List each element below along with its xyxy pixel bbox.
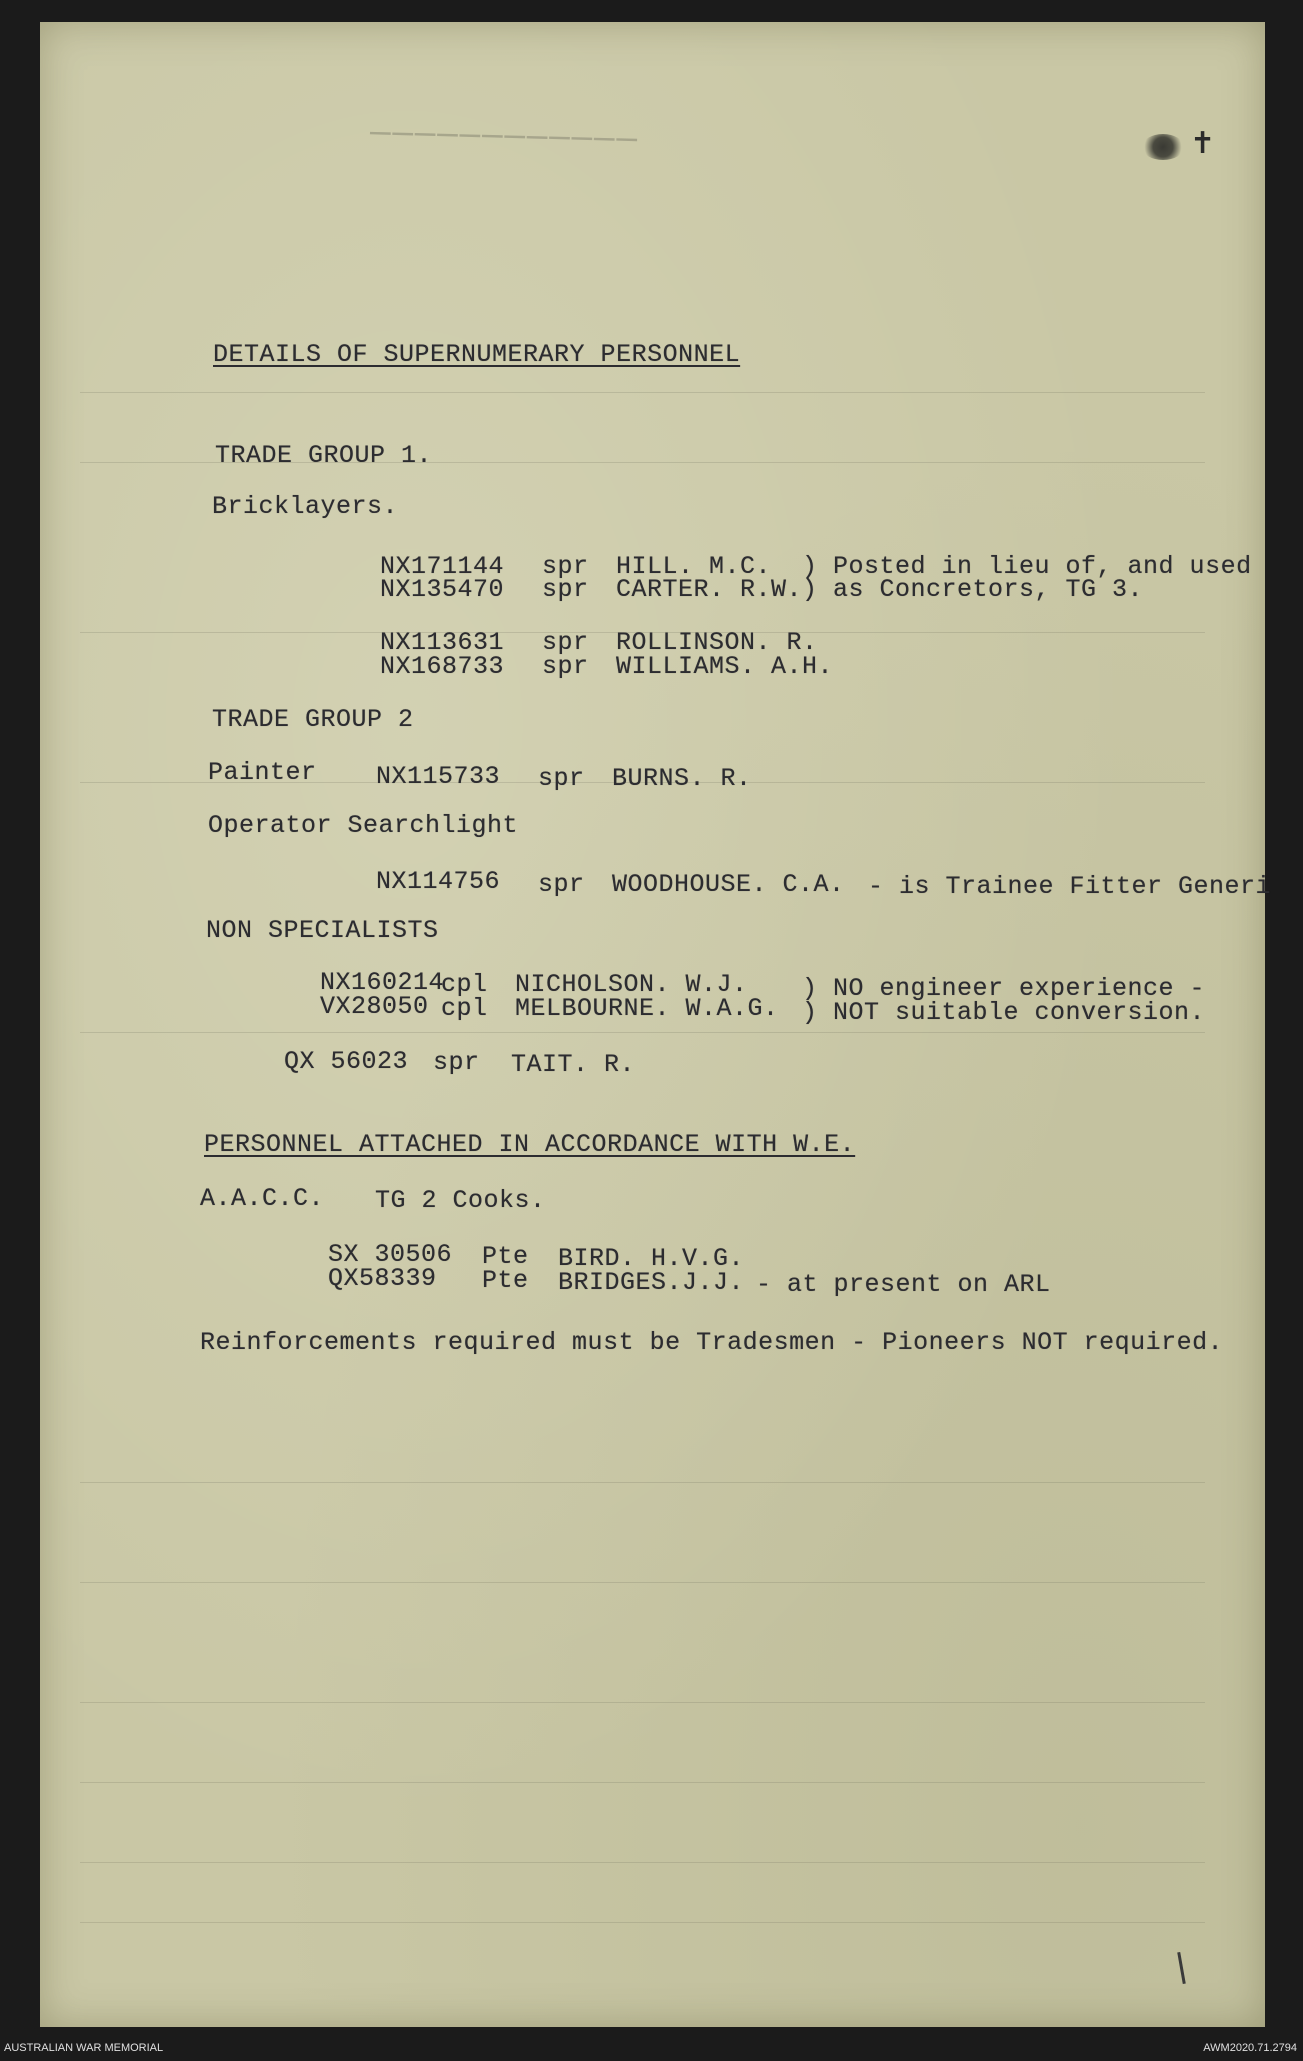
person-name: BRIDGES.J.J. xyxy=(558,1268,745,1297)
entry-note: ) Posted in lieu of, and used xyxy=(802,552,1252,581)
service-number: QX58339 xyxy=(328,1264,437,1293)
rank: Pte xyxy=(482,1242,529,1271)
entry-note: ) NOT suitable conversion. xyxy=(802,998,1206,1027)
trade-label-bricklayers: Bricklayers. xyxy=(212,492,399,521)
ghost-rule xyxy=(80,1782,1205,1783)
ghost-form-title: ──────────── xyxy=(369,116,640,162)
pencil-mark-icon: ✝ xyxy=(1190,126,1216,161)
service-number: QX 56023 xyxy=(284,1047,409,1076)
rank: spr xyxy=(538,764,585,793)
rank: spr xyxy=(542,552,589,581)
service-number: VX28050 xyxy=(320,992,429,1021)
ghost-rule xyxy=(80,1582,1205,1583)
non-specialists-heading: NON SPECIALISTS xyxy=(206,916,439,945)
service-number: NX135470 xyxy=(380,575,505,604)
trade-label-painter: Painter xyxy=(208,758,317,787)
person-name: NICHOLSON. W.J. xyxy=(515,970,748,999)
trade-group-2-heading: TRADE GROUP 2 xyxy=(212,705,414,734)
closing-note: Reinforcements required must be Tradesmen - Pioneers NOT required. xyxy=(200,1328,1224,1357)
person-name: TAIT. R. xyxy=(511,1050,636,1079)
ghost-rule xyxy=(80,392,1205,393)
rank: spr xyxy=(433,1048,480,1077)
section-heading-supernumerary: DETAILS OF SUPERNUMERARY PERSONNEL xyxy=(213,340,741,369)
service-number: NX168733 xyxy=(380,652,505,681)
trade-group-1-heading: TRADE GROUP 1. xyxy=(215,441,433,470)
service-number: NX171144 xyxy=(380,552,505,581)
service-number: NX115733 xyxy=(376,762,501,791)
ghost-rule xyxy=(80,1482,1205,1483)
pencil-tick-mark xyxy=(1177,1952,1186,1984)
document-page xyxy=(40,22,1272,2027)
service-number: SX 30506 xyxy=(328,1240,453,1269)
person-name: ROLLINSON. R. xyxy=(616,628,818,657)
rank: spr xyxy=(538,870,585,899)
rank: cpl xyxy=(441,994,488,1023)
person-name: CARTER. R.W. xyxy=(616,575,803,604)
service-number: NX160214 xyxy=(320,968,445,997)
person-name: HILL. M.C. xyxy=(616,552,772,581)
rank: spr xyxy=(542,575,589,604)
person-name: WILLIAMS. A.H. xyxy=(616,652,834,681)
entry-note: - is Trainee Fitter Generi xyxy=(868,872,1272,901)
rank: cpl xyxy=(441,970,488,999)
rank: spr xyxy=(542,652,589,681)
trade-label-searchlight: Operator Searchlight xyxy=(208,811,519,840)
entry-note: ) NO engineer experience - xyxy=(802,974,1206,1003)
person-name: MELBOURNE. W.A.G. xyxy=(515,994,779,1023)
ghost-rule xyxy=(80,1922,1205,1923)
entry-note: - at present on ARL xyxy=(756,1270,1051,1299)
ghost-rule xyxy=(80,1702,1205,1703)
person-name: BURNS. R. xyxy=(612,764,752,793)
person-name: BIRD. H.V.G. xyxy=(558,1244,745,1273)
service-number: NX113631 xyxy=(380,628,505,657)
footer-source: AUSTRALIAN WAR MEMORIAL xyxy=(4,2042,164,2054)
footer-reference: AWM2020.71.2794 xyxy=(1203,2042,1297,2054)
rank: spr xyxy=(542,628,589,657)
ink-stain xyxy=(1142,134,1184,160)
entry-note: ) as Concretors, TG 3. xyxy=(802,575,1144,604)
section-heading-attached: PERSONNEL ATTACHED IN ACCORDANCE WITH W.E. xyxy=(204,1130,856,1159)
rank: Pte xyxy=(482,1266,529,1295)
unit-label: A.A.C.C. xyxy=(200,1184,325,1213)
person-name: WOODHOUSE. C.A. xyxy=(612,870,845,899)
group-label: TG 2 Cooks. xyxy=(375,1186,546,1215)
ghost-rule xyxy=(80,1032,1205,1033)
service-number: NX114756 xyxy=(376,867,501,896)
ghost-rule xyxy=(80,1862,1205,1863)
